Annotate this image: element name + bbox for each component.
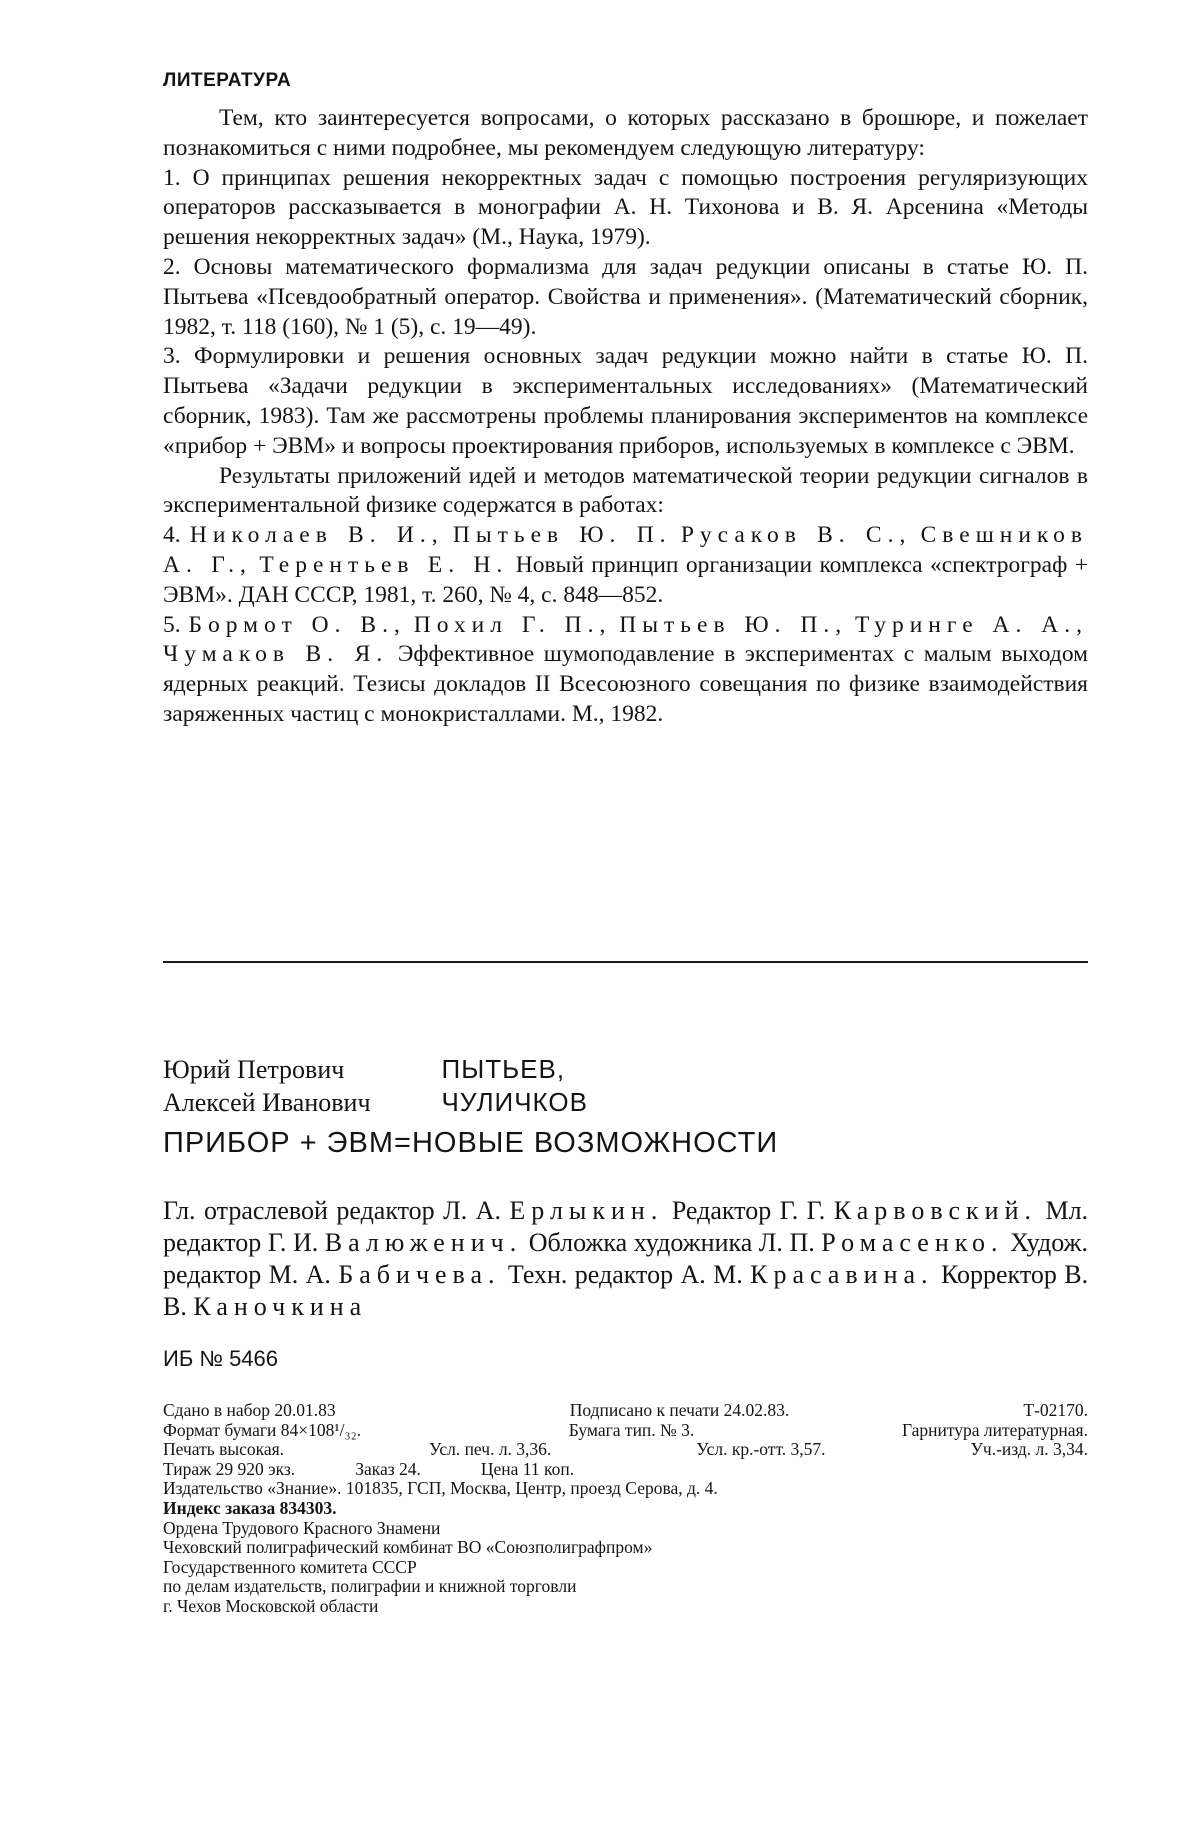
imprint-publisher: Издательство «Знание». 101835, ГСП, Москва, Центр, проезд Серова, д. 4. [163,1478,718,1499]
credit-role: Корректор В. В. [163,1260,1089,1321]
reference-5-author: Чумаков В. Я. [163,641,389,668]
credit-person: Каночкина [193,1292,368,1321]
reference-5-text: Эффективное шумоподавление в экспериментах с малым выходом ядерных реакций. Тезисы докладов II Всесоюзного совещания по физике взаимодействия заряженных частиц с монокристаллами. М., 1982. [163,641,1089,727]
imprint-cell: Уч.-изд. л. 3,34. [970,1439,1088,1460]
reference-5-author: Похил Г. П., [413,611,612,638]
editorial-credits [163,1195,1088,1323]
imprint-row [163,1401,1088,1421]
credit-role: Редактор Г. Г. [671,1196,826,1225]
author-row [163,1053,588,1086]
credit-person: Ромасенко. [821,1228,1004,1257]
credit-person: Ерлыкин. [509,1196,664,1225]
reference-4-author: Свешников А. Г., [163,522,1089,578]
reference-4-number: 4. [163,522,181,549]
authors-block [163,1053,588,1119]
author-surname: ЧУЛИЧКОВ [441,1087,588,1117]
imprint-cell: Сдано в набор 20.01.83 [163,1400,336,1420]
imprint-printer-line: г. Чехов Московской области [163,1595,379,1616]
imprint-cell: Заказ 24. [355,1458,421,1479]
reference-4 [163,521,1088,610]
imprint-cell: Т-02170. [1023,1400,1088,1420]
reference-3: 3. Формулировки и решения основных задач редукции можно найти в статье Ю. П. Пытьева «Задачи редукции в экспериментальных исследованиях» (Математический сборник, 1983). Там же рассмотрены проблемы планирования экспериментов на комплексе «прибор + ЭВМ» и вопросы проектирования приборов, используемых в комплексе с ЭВМ. [163,343,1088,459]
credit-person: Красавина. [750,1260,934,1289]
reference-4-text: Новый принцип организации комплекса «спектрограф + ЭВМ». ДАН СССР, 1981, т. 260, № 4, с. 848—852. [163,551,1088,608]
imprint-printer-line: Государственного комитета СССР [163,1556,417,1577]
imprint-order-index: Индекс заказа 834303. [163,1497,337,1518]
imprint-cell: Цена 11 коп. [480,1458,575,1479]
imprint-cell: Усл. печ. л. 3,36. [429,1439,552,1460]
imprint-block [163,1401,1088,1617]
credit-role: Обложка художника Л. П. [528,1228,815,1257]
credit-person: Карвовский. [833,1196,1038,1225]
imprint-cell: Бумага тип. № 3. [568,1419,695,1440]
imprint-row [163,1440,1088,1460]
imprint-row [163,1460,1088,1480]
results-paragraph: Результаты приложений идей и методов математической теории редукции сигналов в экспериментальной физике содержатся в работах: [163,462,1088,519]
literature-heading: ЛИТЕРАТУРА [163,70,292,91]
imprint-cell: Печать высокая. [163,1439,285,1460]
reference-4-author: Терентьев Е. Н. [259,551,509,578]
book-title: ПРИБОР + ЭВМ=НОВЫЕ ВОЗМОЖНОСТИ [163,1127,779,1159]
credit-role: Техн. редактор А. М. [507,1260,743,1289]
ib-number: ИБ № 5466 [163,1346,279,1371]
reference-4-author: Русаков В. С., [680,522,912,549]
credit-role: Худож. редактор М. А. [163,1228,1089,1289]
imprint-cell: Усл. кр.-отт. 3,57. [696,1439,826,1460]
credit-role: Гл. отраслевой редактор Л. А. [163,1196,501,1225]
reference-5-author: Пытьев Ю. П., [619,611,848,638]
imprint-printer-line: по делам издательств, полиграфии и книжной торговли [163,1576,577,1597]
reference-5-author: Бормот О. В., [188,611,406,638]
credit-person: Бабичева. [338,1260,501,1289]
reference-4-author: Пытьев Ю. П. [452,522,672,549]
credit-person: Валюженич. [324,1228,523,1257]
reference-5 [163,611,1088,730]
reference-5-author: Туринге А. А., [855,611,1089,638]
author-first-name: Юрий Петрович [163,1055,345,1084]
reference-2: 2. Основы математического формализма для задач редукции описаны в статье Ю. П. Пытьева «Псевдообратный оператор. Свойства и применения». (Математический сборник, 1982, т. 118 (160), № 1 (5), с. 19—49). [163,253,1088,340]
credit-role: Мл. редактор Г. И. [163,1196,1089,1257]
author-surname: ПЫТЬЕВ, [441,1054,566,1084]
reference-4-author: Николаев В. И., [189,522,444,549]
section-divider [163,961,1088,963]
imprint-row [163,1421,1088,1441]
imprint-cell: Подписано к печати 24.02.83. [569,1400,790,1420]
reference-5-number: 5. [163,611,181,638]
imprint-printer-line: Ордена Трудового Красного Знамени [163,1517,441,1538]
imprint-cell: Гарнитура литературная. [901,1419,1088,1440]
imprint-cell: Формат бумаги 84×108¹/₃₂. [163,1419,362,1440]
imprint-cell: Тираж 29 920 экз. [163,1458,296,1479]
reference-1: 1. О принципах решения некорректных задач с помощью построения регуляризующих операторов рассказывается в монографии А. Н. Тихонова и В. Я. Арсенина «Методы решения некорректных задач» (М., Наука, 1979). [163,164,1088,251]
imprint-printer-line: Чеховский полиграфический комбинат ВО «Союзполиграфпром» [163,1537,653,1558]
author-first-name: Алексей Иванович [163,1088,371,1117]
author-row [163,1086,588,1119]
literature-section [163,104,1088,730]
literature-intro: Тем, кто заинтересуется вопросами, о которых рассказано в брошюре, и пожелает познакомиться с ними подробнее, мы рекомендуем следующую литературу: [163,105,1088,161]
